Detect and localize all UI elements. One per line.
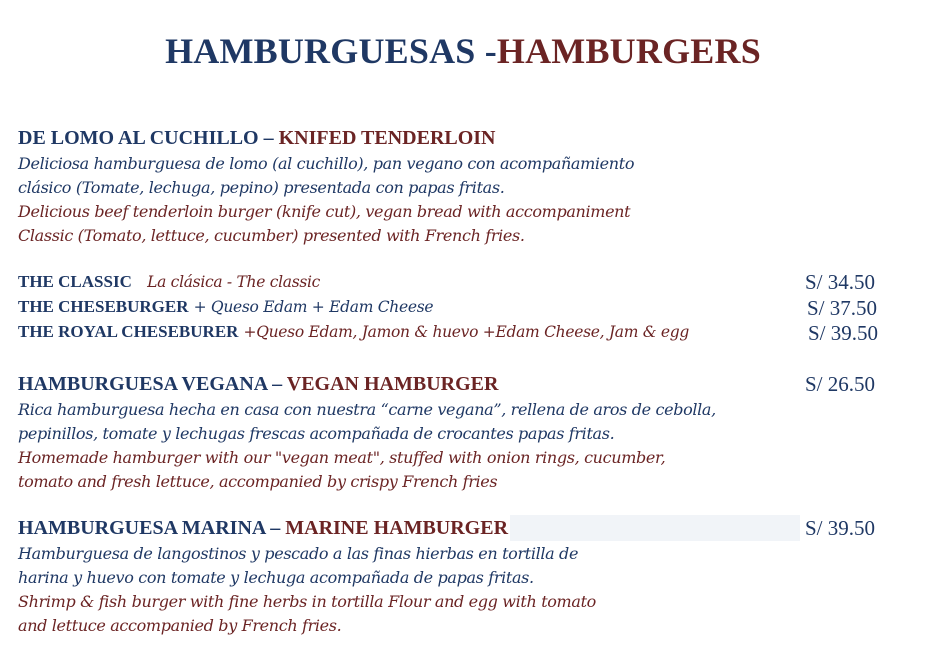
menu-title-spanish: HAMBURGUESAS - xyxy=(165,31,497,71)
section-heading-marine xyxy=(18,517,508,540)
section-heading-vegan xyxy=(18,373,498,396)
menu-title xyxy=(0,30,926,72)
variant-cheeseburger xyxy=(18,297,433,317)
heading-english: VEGAN HAMBURGER xyxy=(286,373,499,395)
variant-description: La clásica - The classic xyxy=(147,273,321,291)
price-cheeseburger: S/ 37.50 xyxy=(807,296,878,320)
heading-highlight xyxy=(510,515,800,541)
description-line-es: harina y huevo con tomate y lechuga acompañada de papas fritas. xyxy=(18,568,534,587)
description-line-es: clásico (Tomate, lechuga, pepino) presentada con papas fritas. xyxy=(18,178,505,197)
description-line-en: Delicious beef tenderloin burger (knife cut), vegan bread with accompaniment xyxy=(18,202,631,221)
description-line-en: and lettuce accompanied by French fries. xyxy=(18,616,342,635)
heading-spanish: DE LOMO AL CUCHILLO – xyxy=(18,127,274,149)
variant-classic xyxy=(18,272,320,292)
description-line-en: Classic (Tomato, lettuce, cucumber) presented with French fries. xyxy=(18,226,525,245)
section-heading-tenderloin xyxy=(18,127,496,150)
price-vegan: S/ 26.50 xyxy=(805,372,876,396)
description-line-en: Shrimp & fish burger with fine herbs in tortilla Flour and egg with tomato xyxy=(18,592,596,611)
variant-name: THE CHESEBURGER xyxy=(18,297,189,316)
price-royal-cheeseburger: S/ 39.50 xyxy=(808,321,879,345)
heading-spanish: HAMBURGUESA MARINA – xyxy=(18,517,281,539)
heading-english: KNIFED TENDERLOIN xyxy=(278,127,496,149)
description-line-es: Hamburguesa de langostinos y pescado a las finas hierbas en tortilla de xyxy=(18,544,579,563)
variant-description: + Queso Edam + Edam Cheese xyxy=(193,298,434,316)
description-line-es: pepinillos, tomate y lechugas frescas acompañada de crocantes papas fritas. xyxy=(18,424,615,443)
description-line-en: tomato and fresh lettuce, accompanied by crispy French fries xyxy=(18,472,498,491)
menu-title-english: HAMBURGERS xyxy=(496,31,761,71)
price-classic: S/ 34.50 xyxy=(805,270,876,294)
description-line-en: Homemade hamburger with our "vegan meat", stuffed with onion rings, cucumber, xyxy=(18,448,666,467)
heading-english: MARINE HAMBURGER xyxy=(285,517,509,539)
description-line-es: Rica hamburguesa hecha en casa con nuestra “carne vegana”, rellena de aros de cebolla, xyxy=(18,400,716,419)
description-tenderloin xyxy=(18,152,634,248)
description-line-es: Deliciosa hamburguesa de lomo (al cuchillo), pan vegano con acompañamiento xyxy=(18,154,635,173)
description-marine xyxy=(18,542,596,638)
description-vegan xyxy=(18,398,716,494)
heading-spanish: HAMBURGUESA VEGANA – xyxy=(18,373,283,395)
variant-description: +Queso Edam, Jamon & huevo +Edam Cheese, Jam & egg xyxy=(243,323,689,341)
variant-royal-cheeseburger xyxy=(18,322,689,342)
variant-name: THE ROYAL CHESEBURER xyxy=(18,322,239,341)
price-marine: S/ 39.50 xyxy=(805,516,876,540)
variant-name: THE CLASSIC xyxy=(18,272,132,291)
